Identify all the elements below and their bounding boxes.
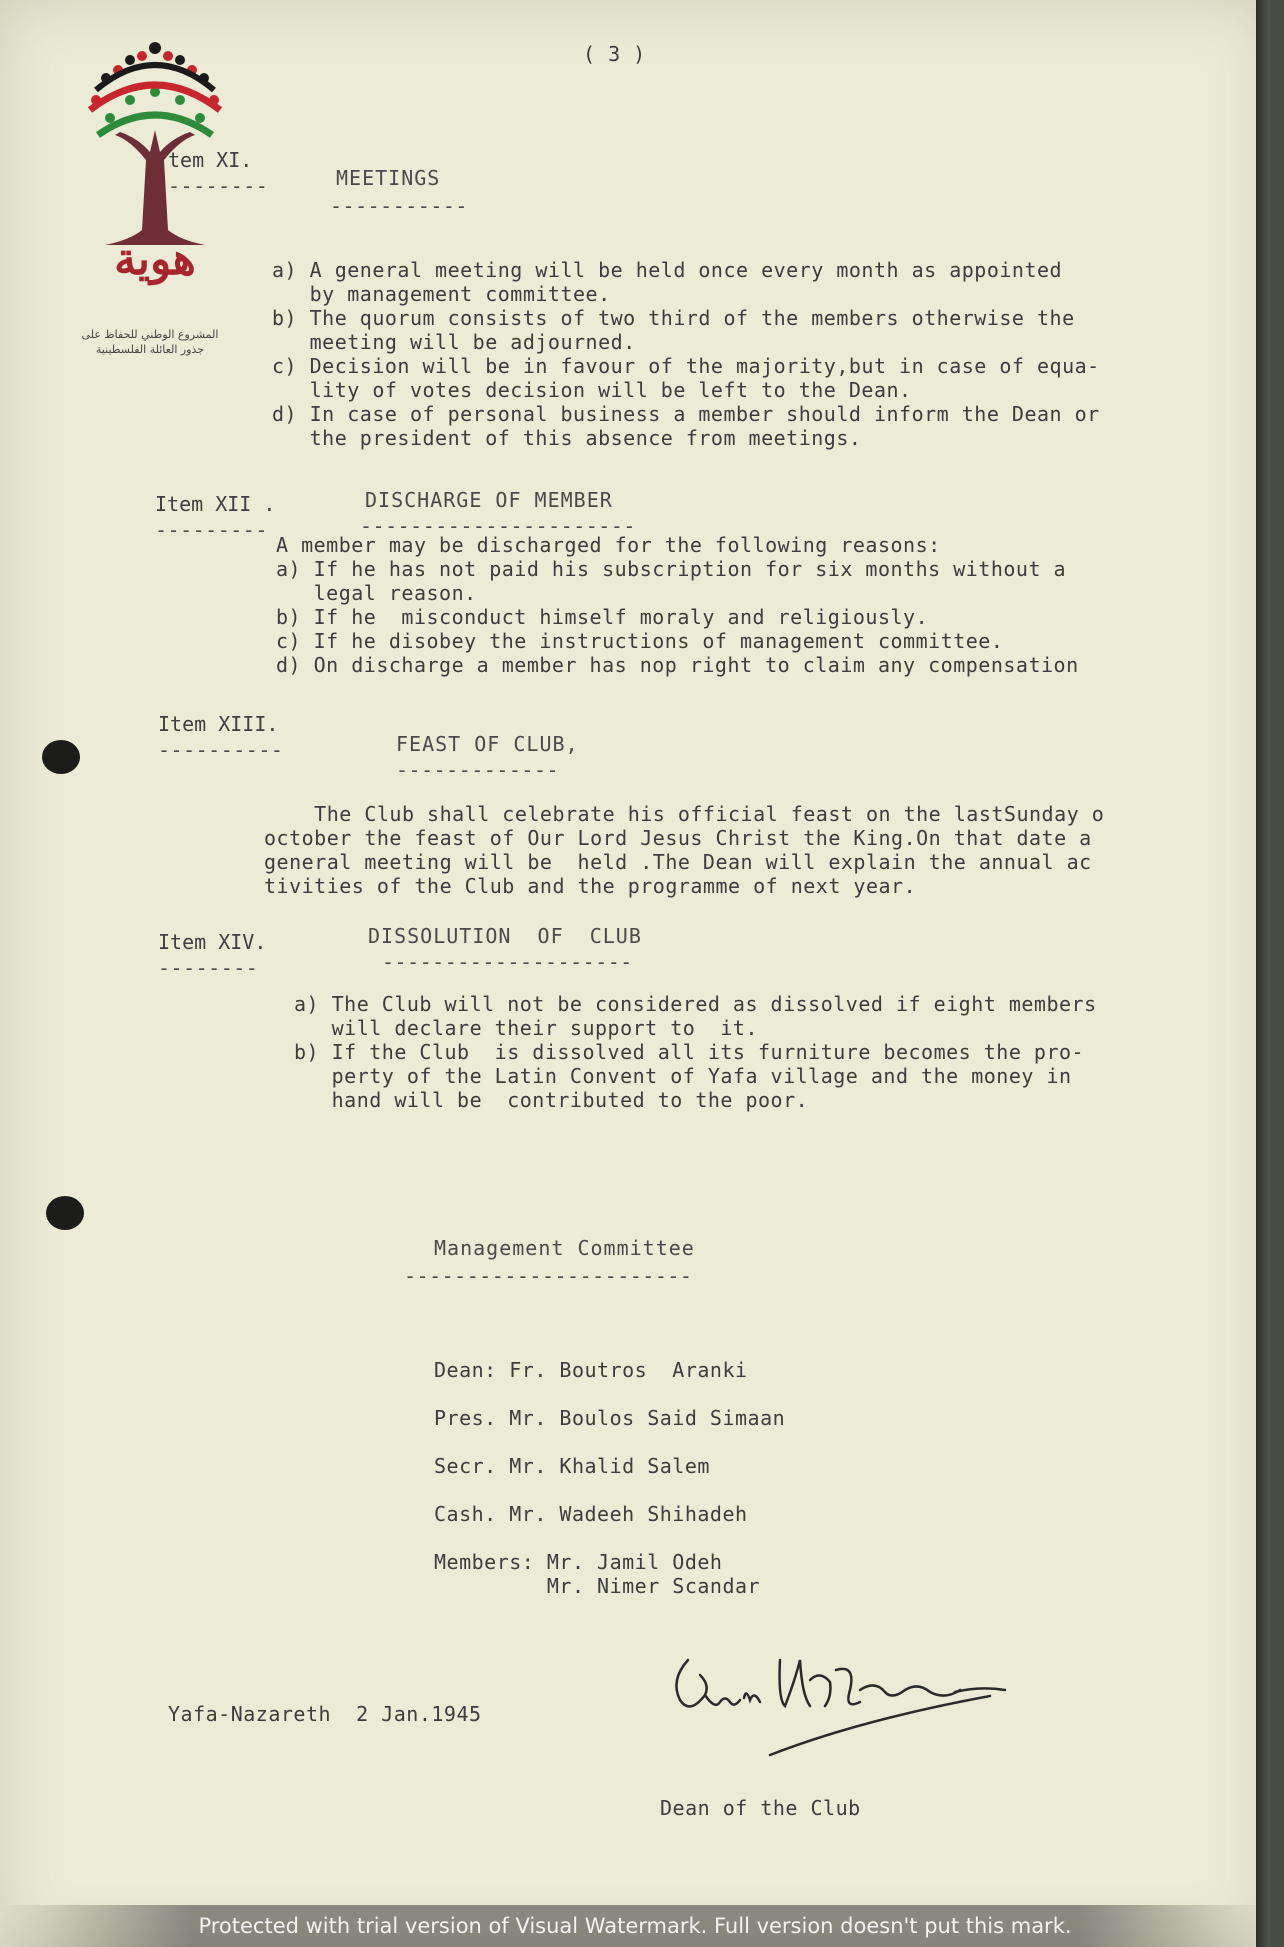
item11-heading-underline: ----------- (330, 194, 468, 218)
item11-line: d) In case of personal business a member should inform the Dean or (272, 402, 1100, 426)
item12-body (276, 533, 1079, 677)
item14-heading: DISSOLUTION OF CLUB (368, 924, 642, 948)
committee-heading: Management Committee (434, 1236, 695, 1260)
item11-line: c) Decision will be in favour of the majority,but in case of equa- (272, 354, 1100, 378)
item13-line: general meeting will be held .The Dean will explain the annual ac (264, 850, 1092, 874)
item13-label: Item XIII. (158, 712, 279, 736)
item13-line: The Club shall celebrate his official feast on the lastSunday o (264, 802, 1105, 826)
committee-row: Cash. Mr. Wadeeh Shihadeh (434, 1502, 748, 1526)
item12-line: c) If he disobey the instructions of management committee. (276, 629, 1004, 653)
item14-line: will declare their support to it. (294, 1016, 759, 1040)
item12-line: d) On discharge a member has nop right to claim any compensation (276, 653, 1079, 677)
item12-line: A member may be discharged for the following reasons: (276, 533, 941, 557)
item12-line: b) If he misconduct himself moraly and religiously. (276, 605, 929, 629)
item13-body (264, 802, 1104, 898)
punch-hole (42, 740, 80, 774)
logo-caption (60, 327, 240, 357)
committee-row: Mr. Nimer Scandar (434, 1574, 761, 1598)
scan-edge (1256, 0, 1270, 1947)
item13-heading-underline: ------------- (396, 758, 560, 782)
item11-body (272, 258, 1100, 450)
item13-label-underline: ---------- (158, 738, 284, 762)
item11-line: by management committee. (272, 282, 611, 306)
item11-line: b) The quorum consists of two third of the members otherwise the (272, 306, 1075, 330)
item11-line: meeting will be adjourned. (272, 330, 636, 354)
committee-row: Dean: Fr. Boutros Aranki (434, 1358, 748, 1382)
committee-row: Members: Mr. Jamil Odeh (434, 1550, 723, 1574)
place-date: Yafa-Nazareth 2 Jan.1945 (168, 1702, 482, 1726)
logo-caption-line1: المشروع الوطني للحفاظ على (81, 328, 219, 341)
item11-line: a) A general meeting will be held once every month as appointed (272, 258, 1063, 282)
page-number: ( 3 ) (583, 42, 646, 66)
item14-line: b) If the Club is dissolved all its furniture becomes the pro- (294, 1040, 1085, 1064)
item14-heading-underline: -------------------- (382, 950, 633, 974)
signature-caption: Dean of the Club (660, 1796, 861, 1820)
item12-label: Item XII . (155, 492, 276, 516)
handwritten-signature-icon (660, 1640, 1040, 1780)
item11-heading: MEETINGS (336, 166, 441, 190)
item13-line: october the feast of Our Lord Jesus Christ the King.On that date a (264, 826, 1092, 850)
item11-line: the president of this absence from meetings. (272, 426, 862, 450)
item14-line: a) The Club will not be considered as dissolved if eight members (294, 992, 1097, 1016)
committee-row: Pres. Mr. Boulos Said Simaan (434, 1406, 786, 1430)
item12-label-underline: --------- (155, 518, 268, 542)
item11-label: tem XI. (168, 148, 253, 172)
item14-label-underline: -------- (158, 956, 259, 980)
item11-label-underline: -------- (168, 174, 269, 198)
committee-row: Secr. Mr. Khalid Salem (434, 1454, 710, 1478)
item14-label: Item XIV. (158, 930, 267, 954)
item12-line: a) If he has not paid his subscription for six months without a (276, 557, 1067, 581)
item13-heading: FEAST OF CLUB, (396, 732, 579, 756)
item14-line: perty of the Latin Convent of Yafa village and the money in (294, 1064, 1072, 1088)
family-tree-logo-icon (70, 40, 240, 360)
item11-line: lity of votes decision will be left to the Dean. (272, 378, 912, 402)
item12-heading-underline: ---------------------- (360, 514, 636, 538)
item14-line: hand will be contributed to the poor. (294, 1088, 809, 1112)
item12-heading: DISCHARGE OF MEMBER (365, 488, 613, 512)
logo-caption-line2: جذور العائلة الفلسطينية (95, 343, 205, 356)
item12-line: legal reason. (276, 581, 477, 605)
trial-watermark: Protected with trial version of Visual Watermark. Full version doesn't put this mark. (0, 1905, 1270, 1947)
committee-heading-underline: ----------------------- (404, 1264, 693, 1288)
committee-list (434, 1358, 785, 1598)
punch-hole (46, 1196, 84, 1230)
item13-line: tivities of the Club and the programme of next year. (264, 874, 917, 898)
item14-body (294, 992, 1097, 1112)
logo-wordmark: هوية (114, 234, 196, 285)
